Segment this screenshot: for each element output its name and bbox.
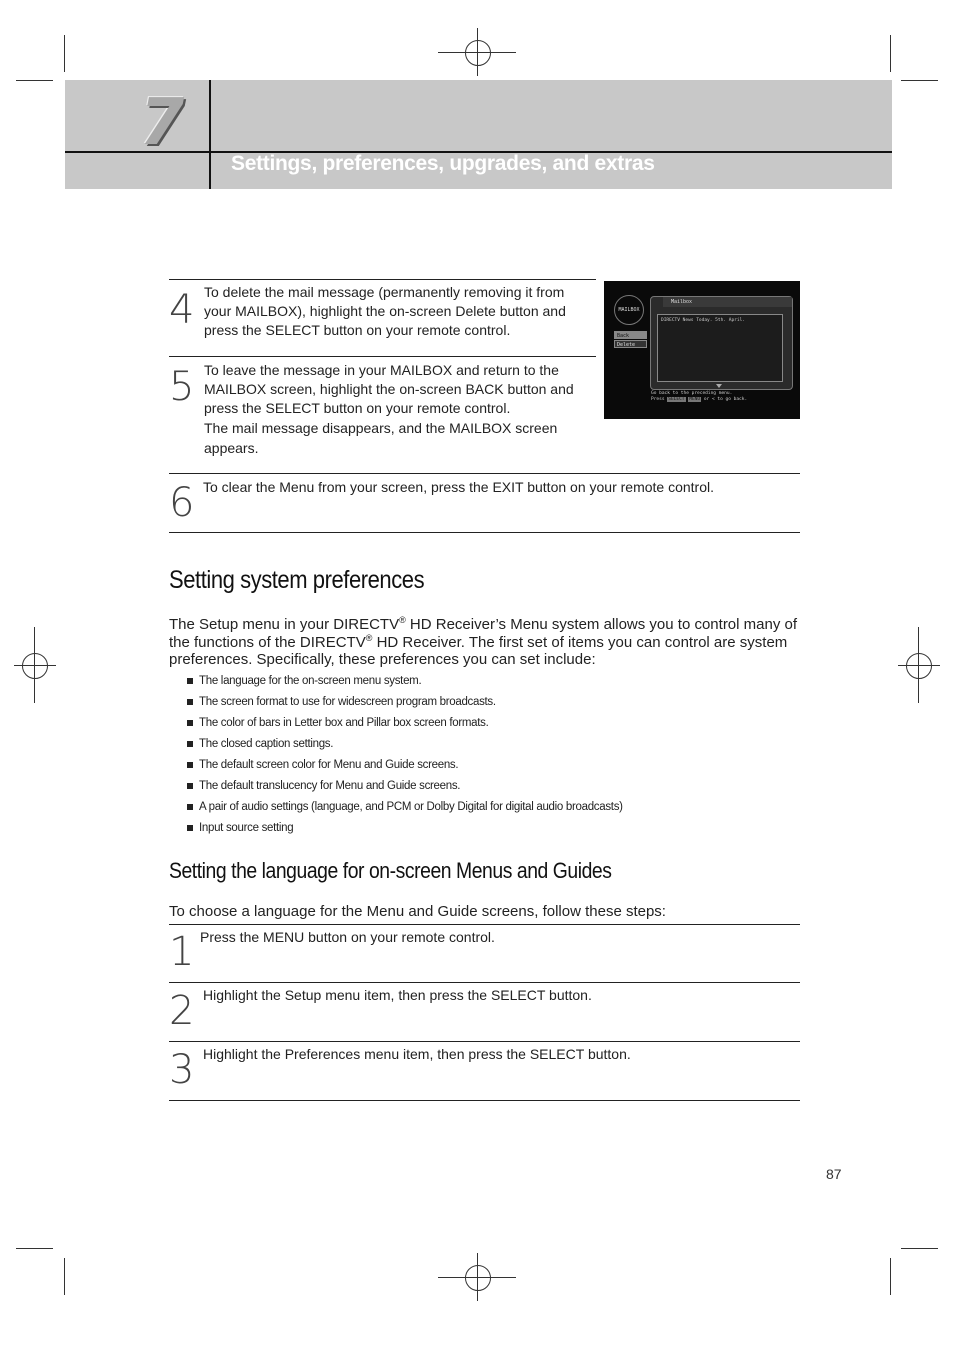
screenshot-message: DIRECTV News Today. 5th. April. (657, 314, 783, 382)
header-divider (209, 80, 211, 189)
step-rule (169, 356, 596, 357)
mailbox-screenshot (604, 281, 800, 419)
bullet-icon (187, 804, 193, 810)
registration-mark (918, 627, 919, 703)
preferences-list (187, 672, 623, 840)
list-item (187, 693, 623, 714)
scroll-down-icon (716, 384, 722, 388)
crop-mark (64, 1258, 65, 1295)
step-rule (169, 279, 596, 280)
registration-mark (34, 627, 35, 703)
crop-mark (890, 1258, 891, 1295)
list-item-text: The color of bars in Letter box and Pillar box screen formats. (199, 717, 489, 729)
crop-mark (64, 35, 65, 72)
screenshot-hint (651, 391, 791, 403)
list-item-text: The closed caption settings. (199, 738, 334, 750)
step-text: To delete the mail message (permanently removing it from your MAILBOX), highlight the on-screen Delete button and press the SELECT button on your remote control. (204, 284, 566, 338)
list-item-text: The screen format to use for widescreen program broadcasts. (199, 696, 496, 708)
bullet-icon (187, 741, 193, 747)
list-item (187, 756, 623, 777)
list-item (187, 777, 623, 798)
screenshot-back-button: Back (614, 331, 647, 339)
registration-mark (22, 653, 48, 679)
hint-key: MENU (689, 397, 701, 402)
list-item (187, 714, 623, 735)
step-number: 4 (169, 287, 195, 333)
list-item-text: The default translucency for Menu and Guide screens. (199, 780, 461, 792)
registered-mark: ® (365, 632, 373, 643)
step-rule (169, 473, 800, 474)
registered-mark: ® (399, 615, 406, 625)
hint-text: Press (651, 397, 665, 402)
para-text: HD Receiver’s Menu system allows you to control many of the functions of the DIRECTV (169, 616, 798, 651)
section-title: Setting system preferences (169, 566, 425, 594)
crop-mark (16, 1248, 53, 1249)
para-text: The Setup menu in your DIRECTV (169, 616, 400, 633)
para-text: HD Receiver. The first set of items you can control are system preferences. Specifically, these preferences you can set include: (169, 633, 788, 668)
hint-key: SELECT (668, 397, 685, 402)
bullet-icon (187, 825, 193, 831)
screenshot-delete-button: Delete (614, 340, 647, 348)
step-number: 2 (169, 988, 195, 1034)
list-item-text: The language for the on-screen menu system. (199, 675, 422, 687)
step-text: Press the MENU button on your remote control. (200, 929, 495, 945)
hint-line: Go back to the preceding menu. (651, 391, 733, 396)
crop-mark (901, 1248, 938, 1249)
step-rule (169, 532, 800, 533)
list-item-text: Input source setting (199, 822, 294, 834)
registration-mark (465, 40, 491, 66)
step-text: To leave the message in your MAILBOX and return to the MAILBOX screen, highlight the on-screen BACK button and press the SELECT button on your remote control. (204, 362, 574, 416)
step-number: 5 (169, 364, 195, 410)
bullet-icon (187, 762, 193, 768)
subsection-title: Setting the language for on-screen Menus and Guides (169, 858, 612, 883)
chapter-title: Settings, preferences, upgrades, and extras (231, 152, 655, 175)
bullet-icon (187, 783, 193, 789)
list-item (187, 819, 623, 840)
bullet-icon (187, 678, 193, 684)
step-number: 6 (169, 480, 195, 526)
bullet-icon (187, 720, 193, 726)
registration-mark (477, 28, 478, 76)
step-number: 3 (169, 1047, 195, 1093)
list-item (187, 798, 623, 819)
step-text: Highlight the Preferences menu item, then press the SELECT button. (203, 1046, 631, 1062)
step-rule (169, 1100, 800, 1101)
page-number: 87 (826, 1166, 842, 1182)
registration-mark (477, 1253, 478, 1301)
step-text-note: The mail message disappears, and the MAILBOX screen appears. (204, 420, 558, 456)
registration-mark (898, 665, 940, 666)
registration-mark (906, 653, 932, 679)
step-text: To clear the Menu from your screen, press the EXIT button on your remote control. (203, 479, 714, 495)
step-rule (169, 982, 800, 983)
step-text: Highlight the Setup menu item, then press the SELECT button. (203, 987, 592, 1003)
registration-mark (14, 665, 56, 666)
list-item (187, 672, 623, 693)
subsection-intro: To choose a language for the Menu and Guide screens, follow these steps: (169, 903, 666, 920)
step-number: 1 (169, 929, 195, 975)
step-rule (169, 924, 800, 925)
crop-mark (901, 80, 938, 81)
hint-line (651, 397, 791, 403)
hint-text: or < to go back. (703, 397, 748, 402)
registration-mark (465, 1265, 491, 1291)
chapter-number: 7 (139, 86, 185, 160)
list-item (187, 735, 623, 756)
crop-mark (890, 35, 891, 72)
crop-mark (16, 80, 53, 81)
screenshot-tab: Mailbox (663, 297, 792, 307)
mailbox-logo-icon: MAILBOX (614, 295, 644, 325)
list-item-text: The default screen color for Menu and Guide screens. (199, 759, 459, 771)
bullet-icon (187, 699, 193, 705)
section-paragraph (169, 616, 799, 669)
step-rule (169, 1041, 800, 1042)
list-item-text: A pair of audio settings (language, and PCM or Dolby Digital for digital audio broadcasts) (199, 801, 623, 813)
